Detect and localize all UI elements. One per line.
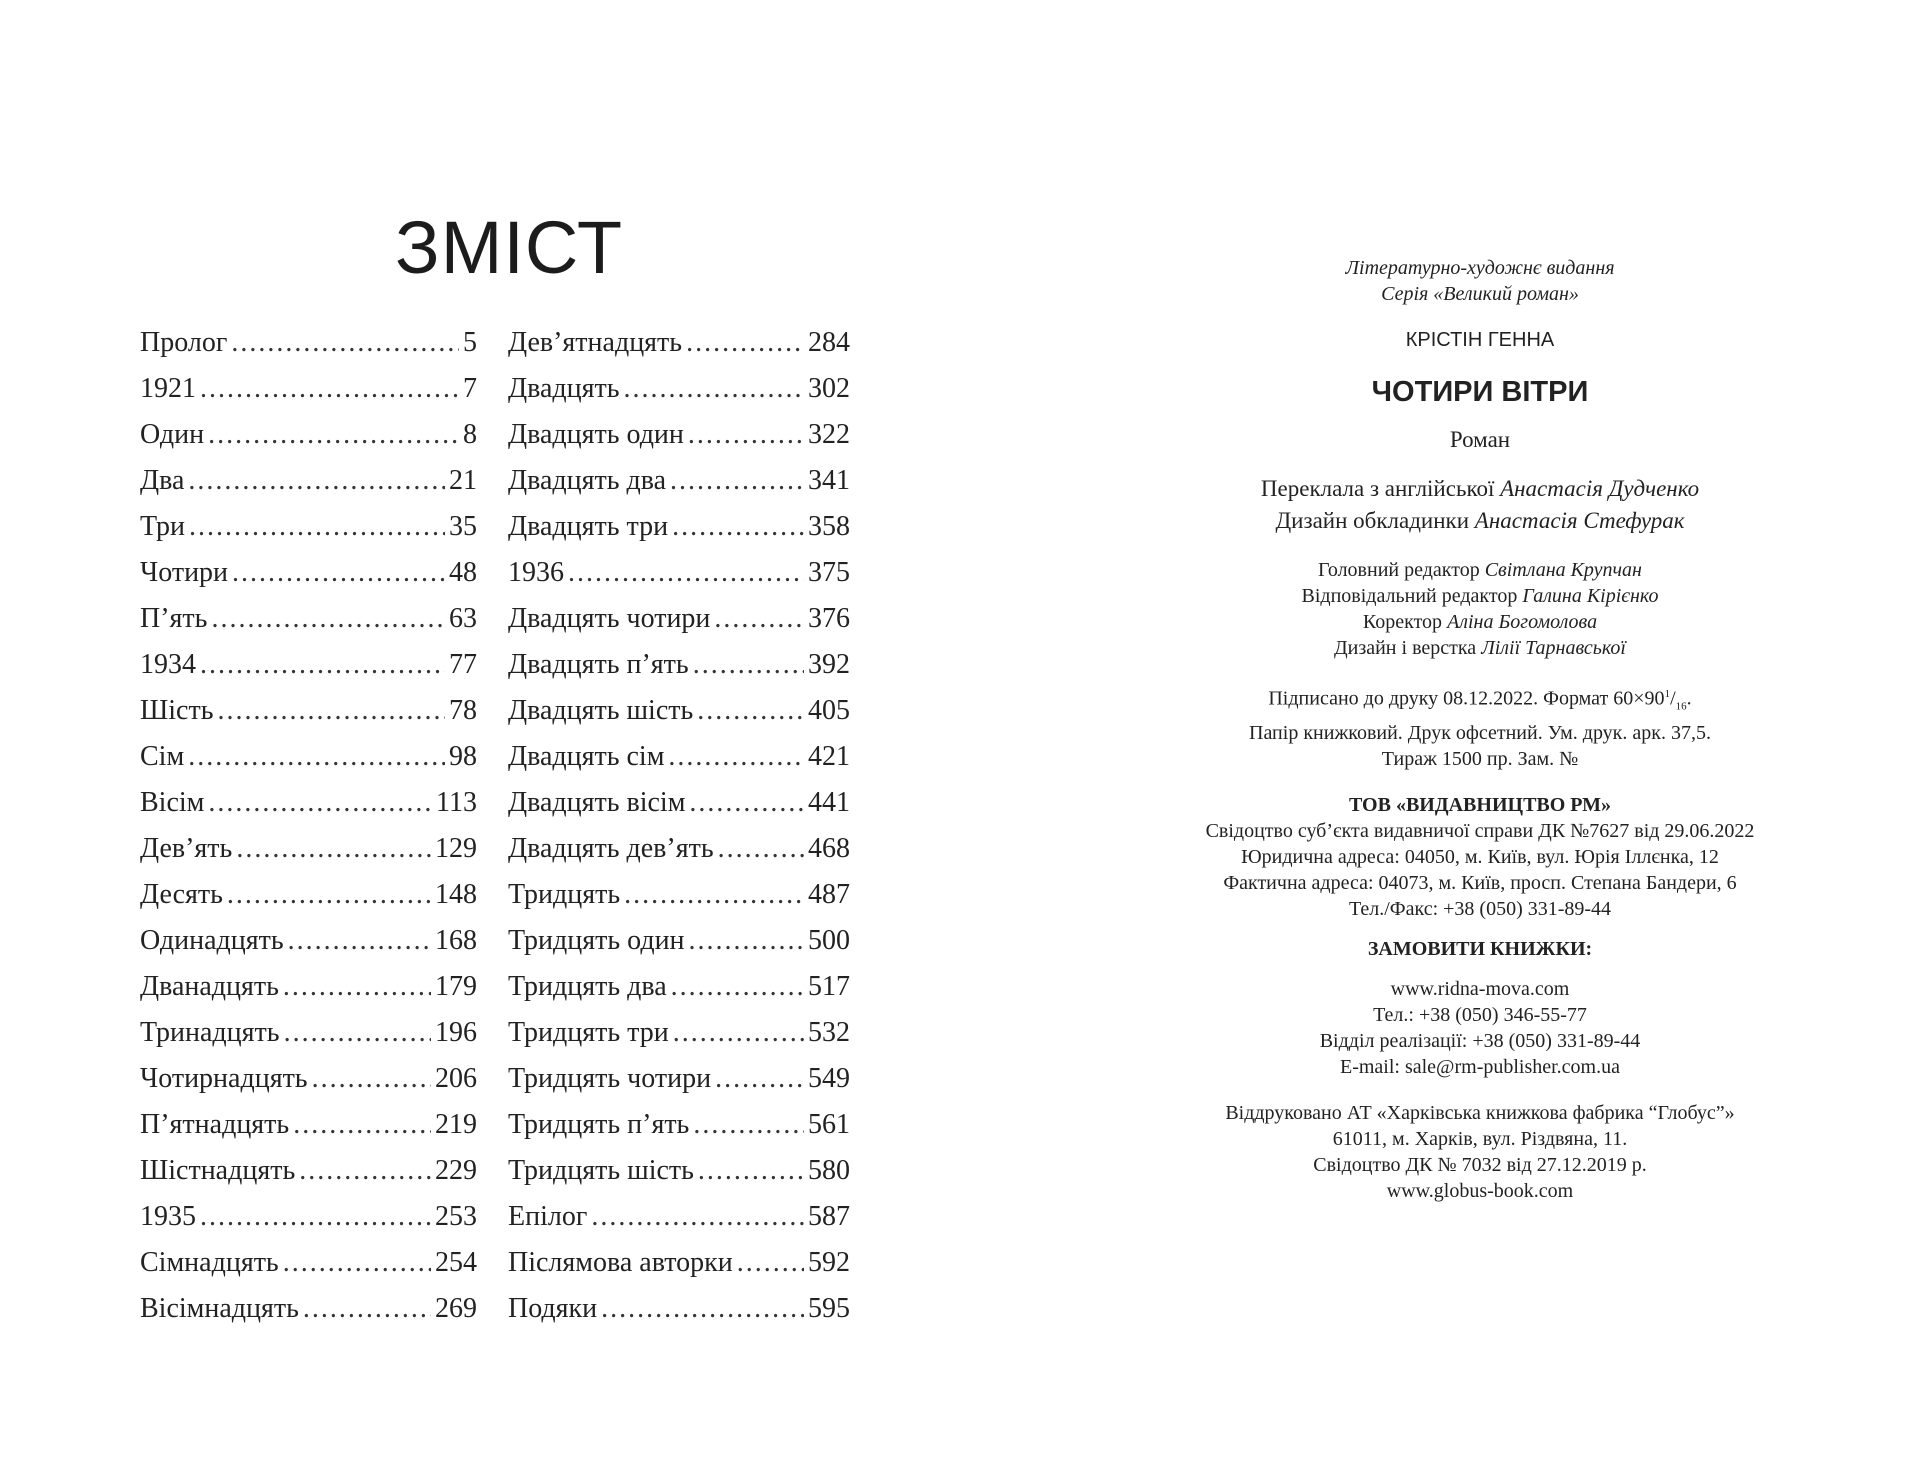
toc-entry[interactable]: [508, 366, 850, 412]
toc-entry-page: 358: [808, 511, 850, 542]
toc-entry[interactable]: [508, 504, 850, 550]
toc-entry-label: Сім: [140, 741, 185, 772]
toc-entry-label: Тридцять чотири: [508, 1063, 712, 1094]
toc-entry[interactable]: [140, 366, 477, 412]
toc-entry-label: Тридцять п’ять: [508, 1109, 690, 1140]
toc-leader-dots: [232, 550, 445, 596]
series: Серія «Великий роман»: [1381, 283, 1579, 305]
toc-entry-page: 269: [435, 1293, 477, 1324]
toc-entry[interactable]: [140, 1286, 477, 1332]
toc-entry[interactable]: [140, 734, 477, 780]
chief-editor-label: Головний редактор: [1318, 559, 1480, 581]
toc-leader-dots: [200, 1194, 431, 1240]
toc-entry-page: 302: [808, 373, 850, 404]
toc-entry-label: Двадцять два: [508, 465, 667, 496]
toc-entry[interactable]: [508, 412, 850, 458]
toc-entry[interactable]: [508, 1240, 850, 1286]
toc-leader-dots: [200, 366, 459, 412]
toc-entry[interactable]: [140, 458, 477, 504]
layout-line: [1060, 635, 1900, 661]
toc-entry-label: Сімнадцять: [140, 1247, 279, 1278]
toc-leader-dots: [689, 780, 804, 826]
sales-phone: Відділ реалізації: +38 (050) 331-89-44: [1319, 1029, 1641, 1052]
resp-editor-label: Відповідальний редактор: [1301, 585, 1518, 607]
toc-entry[interactable]: [140, 780, 477, 826]
toc-entry[interactable]: [508, 734, 850, 780]
toc-entry-page: 375: [808, 557, 850, 588]
format-sub: 16: [1675, 700, 1687, 713]
toc-entry[interactable]: [140, 642, 477, 688]
toc-entry-label: Два: [140, 465, 185, 496]
toc-entry-page: 35: [449, 511, 477, 542]
proofreader-name: Аліна Богомолова: [1447, 611, 1598, 633]
toc-entry-page: 341: [808, 465, 850, 496]
toc-leader-dots: [671, 964, 804, 1010]
toc-entry-page: 48: [449, 557, 477, 588]
toc-entry-page: 129: [435, 833, 477, 864]
toc-entry-page: 500: [808, 925, 850, 956]
toc-leader-dots: [672, 504, 804, 550]
toc-entry-label: Двадцять сім: [508, 741, 665, 772]
translator-line: [1060, 473, 1900, 505]
toc-entry-label: Дванадцять: [140, 971, 279, 1002]
toc-leader-dots: [718, 826, 804, 872]
toc-entry[interactable]: [140, 964, 477, 1010]
cover-label: Дизайн обкладинки: [1275, 508, 1470, 533]
phone-fax: Тел./Факс: +38 (050) 331-89-44: [1348, 897, 1612, 920]
toc-entry-page: 8: [463, 419, 477, 450]
translator-label: Переклала з англійської: [1260, 476, 1495, 501]
toc-entry-page: 77: [449, 649, 477, 680]
toc-entry-page: 196: [435, 1017, 477, 1048]
toc-entry-page: 487: [808, 879, 850, 910]
toc-entry-page: 580: [808, 1155, 850, 1186]
toc-entry-label: Тридцять два: [508, 971, 667, 1002]
toc-entry-label: Вісімнадцять: [140, 1293, 299, 1324]
toc-entry-label: Тридцять один: [508, 925, 685, 956]
toc-entry-label: Дев’ятнадцять: [508, 327, 683, 358]
toc-entry[interactable]: [140, 1240, 477, 1286]
toc-entry-label: Двадцять п’ять: [508, 649, 689, 680]
toc-entry-label: Двадцять три: [508, 511, 669, 542]
email-link[interactable]: E-mail: sale@rm-publisher.com.ua: [1339, 1055, 1620, 1078]
actual-address: Фактична адреса: 04073, м. Київ, просп. Степана Бандери, 6: [1223, 871, 1737, 894]
toc-entry-label: 1934: [140, 649, 196, 680]
toc-leader-dots: [283, 1240, 431, 1286]
toc-entry-label: Двадцять вісім: [508, 787, 686, 818]
print-run: Тираж 1500 пр. Зам. №: [1381, 747, 1579, 770]
toc-leader-dots: [688, 412, 804, 458]
toc-column-right: [508, 320, 850, 1332]
toc-leader-dots: [189, 504, 445, 550]
toc-leader-dots: [715, 1056, 804, 1102]
toc-entry[interactable]: [508, 550, 850, 596]
toc-entry-page: 113: [436, 787, 477, 818]
toc-entry-label: П’ять: [140, 603, 208, 634]
toc-entry[interactable]: [140, 550, 477, 596]
toc-entry-label: Двадцять: [508, 373, 620, 404]
chief-editor-name: Світлана Крупчан: [1484, 559, 1642, 581]
toc-entry[interactable]: [508, 872, 850, 918]
toc-entry-page: 441: [808, 787, 850, 818]
toc-entry[interactable]: [508, 1056, 850, 1102]
toc-entry[interactable]: [508, 1102, 850, 1148]
toc-entry[interactable]: [508, 780, 850, 826]
toc-entry-page: 148: [435, 879, 477, 910]
toc-entry-page: 421: [808, 741, 850, 772]
toc-column-left: [140, 320, 477, 1332]
cover-line: [1060, 505, 1900, 537]
toc-entry[interactable]: [508, 320, 850, 366]
toc-leader-dots: [686, 320, 804, 366]
printer: Віддруковано АТ «Харківська книжкова фабрика “Глобус”»: [1225, 1101, 1735, 1124]
toc-leader-dots: [693, 642, 804, 688]
toc-entry-page: 179: [435, 971, 477, 1002]
toc-leader-dots: [200, 642, 445, 688]
website-link[interactable]: www.ridna-mova.com: [1390, 977, 1570, 1000]
toc-leader-dots: [208, 412, 459, 458]
toc-title: ЗМІСТ: [395, 206, 624, 289]
toc-leader-dots: [697, 688, 804, 734]
toc-leader-dots: [284, 1010, 431, 1056]
book-title: ЧОТИРИ ВІТРИ: [1371, 376, 1589, 408]
toc-entry-page: 253: [435, 1201, 477, 1232]
toc-entry[interactable]: [140, 688, 477, 734]
toc-leader-dots: [668, 734, 804, 780]
toc-entry-label: Один: [140, 419, 205, 450]
toc-entry-page: 532: [808, 1017, 850, 1048]
toc-leader-dots: [673, 1010, 804, 1056]
toc-leader-dots: [591, 1194, 804, 1240]
order-heading: ЗАМОВИТИ КНИЖКИ:: [1367, 937, 1593, 960]
toc-entry-page: 517: [808, 971, 850, 1002]
toc-entry-page: 229: [435, 1155, 477, 1186]
toc-entry-page: 21: [449, 465, 477, 496]
toc-leader-dots: [624, 872, 804, 918]
toc-entry-page: 78: [449, 695, 477, 726]
toc-entry[interactable]: [140, 918, 477, 964]
toc-entry-page: 561: [808, 1109, 850, 1140]
toc-entry-page: 592: [808, 1247, 850, 1278]
toc-leader-dots: [231, 320, 459, 366]
toc-entry-page: 63: [449, 603, 477, 634]
certificate: Свідоцтво суб’єкта видавничої справи ДК №7627 від 29.06.2022: [1205, 819, 1755, 842]
toc-entry-label: Двадцять дев’ять: [508, 833, 714, 864]
toc-entry-label: 1936: [508, 557, 564, 588]
toc-leader-dots: [312, 1056, 431, 1102]
author: КРІСТІН ГЕННА: [1405, 329, 1555, 351]
toc-entry[interactable]: [508, 1286, 850, 1332]
translator-name: Анастасія Дудченко: [1500, 476, 1700, 501]
toc-entry-page: 284: [808, 327, 850, 358]
toc-entry[interactable]: [508, 688, 850, 734]
resp-editor-name: Галина Кірієнко: [1522, 585, 1659, 607]
toc-entry-page: 7: [463, 373, 477, 404]
toc-leader-dots: [293, 1102, 431, 1148]
order-phone: Тел.: +38 (050) 346-55-77: [1373, 1003, 1587, 1026]
printer-site-link[interactable]: www.globus-book.com: [1386, 1179, 1574, 1202]
proofreader-label: Коректор: [1362, 611, 1443, 633]
toc-entry[interactable]: [508, 642, 850, 688]
toc-leader-dots: [714, 596, 804, 642]
toc-entry[interactable]: [140, 1194, 477, 1240]
toc-leader-dots: [227, 872, 431, 918]
toc-leader-dots: [288, 918, 431, 964]
toc-entry[interactable]: [140, 596, 477, 642]
resp-editor-line: [1060, 583, 1900, 609]
toc-entry-label: Шість: [140, 695, 214, 726]
toc-leader-dots: [283, 964, 431, 1010]
toc-entry-page: 468: [808, 833, 850, 864]
toc-leader-dots: [624, 366, 805, 412]
toc-entry[interactable]: [140, 320, 477, 366]
toc-entry-label: Тридцять шість: [508, 1155, 694, 1186]
toc-entry[interactable]: [508, 1010, 850, 1056]
format-tail: .: [1686, 687, 1692, 710]
toc-entry-label: Двадцять шість: [508, 695, 694, 726]
toc-entry-label: Чотири: [140, 557, 229, 588]
legal-address: Юридична адреса: 04050, м. Київ, вул. Юрія Іллєнка, 12: [1241, 845, 1719, 868]
toc-leader-dots: [236, 826, 431, 872]
toc-entry-label: Післямова авторки: [508, 1247, 733, 1278]
toc-entry-page: 376: [808, 603, 850, 634]
toc-entry[interactable]: [508, 596, 850, 642]
toc-entry[interactable]: [140, 872, 477, 918]
toc-entry-page: 219: [435, 1109, 477, 1140]
toc-entry[interactable]: [508, 1194, 850, 1240]
paper-line: Папір книжковий. Друк офсетний. Ум. друк. арк. 37,5.: [1249, 721, 1711, 744]
toc-entry-label: Пролог: [140, 327, 228, 358]
toc-entry[interactable]: [508, 918, 850, 964]
toc-entry[interactable]: [508, 1148, 850, 1194]
toc-entry[interactable]: [140, 1056, 477, 1102]
toc-entry-label: Чотирнадцять: [140, 1063, 308, 1094]
toc-entry-label: Двадцять чотири: [508, 603, 711, 634]
toc-entry-label: Одинадцять: [140, 925, 284, 956]
printer-address: 61011, м. Харків, вул. Різдвяна, 11.: [1332, 1127, 1628, 1150]
toc-entry[interactable]: [140, 1102, 477, 1148]
toc-leader-dots: [188, 734, 445, 780]
toc-entry[interactable]: [508, 964, 850, 1010]
toc-entry[interactable]: [140, 504, 477, 550]
signed-text: Підписано до друку 08.12.2022. Формат 60×90: [1268, 687, 1665, 710]
imprint-page: [1060, 255, 1900, 1204]
toc-entry-label: Вісім: [140, 787, 205, 818]
toc-entry-label: Три: [140, 511, 186, 542]
toc-leader-dots: [601, 1286, 804, 1332]
toc-entry-page: 168: [435, 925, 477, 956]
toc-leader-dots: [188, 458, 445, 504]
toc-entry[interactable]: [140, 1148, 477, 1194]
layout-label: Дизайн і верстка: [1333, 637, 1477, 659]
toc-entry-page: 98: [449, 741, 477, 772]
toc-entry[interactable]: [140, 826, 477, 872]
toc-entry-label: 1921: [140, 373, 196, 404]
toc-entry-label: Тридцять: [508, 879, 621, 910]
toc-entry[interactable]: [140, 1010, 477, 1056]
toc-entry-label: Двадцять один: [508, 419, 684, 450]
publisher: ТОВ «ВИДАВНИЦТВО РМ»: [1348, 793, 1612, 816]
toc-entry-page: 322: [808, 419, 850, 450]
toc-leader-dots: [698, 1148, 804, 1194]
layout-name: Лілії Тарнавської: [1481, 637, 1626, 659]
toc-leader-dots: [737, 1240, 804, 1286]
cover-name: Анастасія Стефурак: [1474, 508, 1685, 533]
format-sup: 1: [1664, 688, 1671, 700]
toc-entry-label: Тридцять три: [508, 1017, 669, 1048]
toc-leader-dots: [208, 780, 432, 826]
genre: Роман: [1449, 427, 1511, 452]
toc-entry-page: 392: [808, 649, 850, 680]
signed-line: Підписано до друку 08.12.2022. Формат $60\times 90^1/_{16}$.: [1268, 687, 1692, 713]
toc-entry-label: 1935: [140, 1201, 196, 1232]
toc-leader-dots: [693, 1102, 804, 1148]
toc-entry-label: Дев’ять: [140, 833, 233, 864]
toc-entry-label: Десять: [140, 879, 223, 910]
toc-leader-dots: [299, 1148, 431, 1194]
edition-type: Літературно-художнє видання: [1345, 257, 1615, 279]
toc-entry-label: Шістнадцять: [140, 1155, 296, 1186]
chief-editor-line: [1060, 557, 1900, 583]
toc-entry[interactable]: [508, 458, 850, 504]
toc-entry-page: 254: [435, 1247, 477, 1278]
toc-entry[interactable]: [508, 826, 850, 872]
toc-leader-dots: [211, 596, 445, 642]
toc-entry-page: 595: [808, 1293, 850, 1324]
toc-entry-label: П’ятнадцять: [140, 1109, 290, 1140]
toc-entry-page: 206: [435, 1063, 477, 1094]
toc-leader-dots: [217, 688, 445, 734]
toc-entry-label: Тринадцять: [140, 1017, 280, 1048]
toc-entry-label: Епілог: [508, 1201, 588, 1232]
toc-leader-dots: [689, 918, 804, 964]
toc-leader-dots: [568, 550, 804, 596]
toc-leader-dots: [303, 1286, 431, 1332]
toc-entry-page: 5: [463, 327, 477, 358]
toc-entry-page: 587: [808, 1201, 850, 1232]
toc-entry[interactable]: [140, 412, 477, 458]
proofreader-line: [1060, 609, 1900, 635]
printer-certificate: Свідоцтво ДК № 7032 від 27.12.2019 р.: [1313, 1153, 1647, 1176]
toc-entry-label: Подяки: [508, 1293, 598, 1324]
toc-leader-dots: [670, 458, 804, 504]
toc-entry-page: 405: [808, 695, 850, 726]
toc-entry-page: 549: [808, 1063, 850, 1094]
